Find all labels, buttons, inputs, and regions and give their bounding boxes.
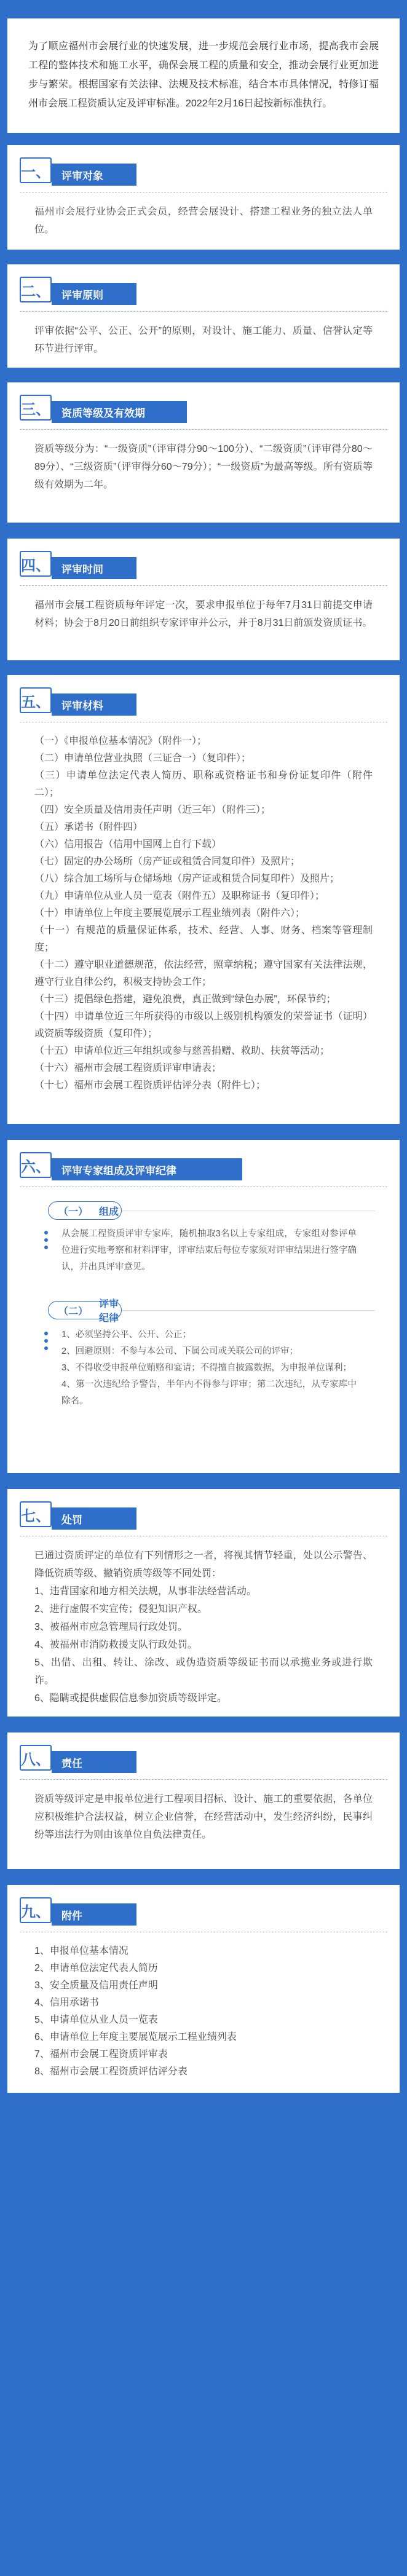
section-number: 二、 [20, 277, 52, 302]
section-title: 附件 [52, 1903, 136, 1926]
list-item: （十）申请单位上年度主要展览展示工程业绩列表（附件六）； [34, 908, 306, 919]
subsection-title: 组成 [99, 1206, 119, 1217]
list-item: 4、信用承诺书 [34, 1997, 99, 2008]
list-item: （十五）申请单位近三年组织或参与慈善捐赠、救助、扶贫等活动； [34, 1046, 330, 1056]
section-title: 资质等级及有效期 [52, 401, 187, 423]
body-paragraph: 4、第一次违纪给予警告，半年内不得参与评审；第二次违纪，从专家库中除名。 [61, 1380, 357, 1406]
section-card-2 [7, 264, 400, 368]
list-item: （六）信用报告（信用中国网上自行下载） [34, 839, 222, 850]
section-card-7 [7, 1489, 400, 1717]
section-number: 三、 [20, 395, 52, 421]
list-item: 1、申报单位基本情况 [34, 1946, 128, 1956]
section-number: 七、 [20, 1501, 52, 1527]
section-title: 评审原则 [52, 283, 136, 305]
list-item: （十三）提倡绿色搭建，避免浪费，真正做到“绿色办展”，环保节约； [34, 994, 336, 1005]
body-paragraph: 2、回避原则：不参与本公司、下属公司或关联公司的评审； [61, 1346, 299, 1356]
body-paragraph: 1、必须坚持公平、公开、公正； [61, 1330, 192, 1340]
section-card-6 [7, 1140, 400, 1473]
section-card-9 [7, 1885, 400, 2093]
subsection-body [61, 1327, 357, 1410]
section-body [34, 1547, 373, 1707]
divider [20, 585, 387, 586]
subsection-number: （二） [58, 1306, 89, 1317]
body-paragraph: 3、不得收受申报单位贿赂和宴请；不得擅自披露数据，为申报单位谋利； [61, 1363, 352, 1373]
section-body [34, 1790, 373, 1844]
list-item: （八）综合加工场所与仓储场地（房产证或租赁合同复印件）及照片； [34, 874, 340, 884]
list-item: 6、申请单位上年度主要展览展示工程业绩列表 [34, 2032, 237, 2042]
section-title: 责任 [52, 1751, 136, 1773]
list-item: （十七）福州市会展工程资质评估评分表（附件七）； [34, 1080, 266, 1091]
materials-list [34, 733, 373, 1094]
section-card-1 [7, 145, 400, 250]
section-card-5 [7, 675, 400, 1124]
list-item: （十六）福州市会展工程资质评审申请表； [34, 1063, 222, 1073]
body-paragraph: 5、出借、出租、转让、涂改、或伪造资质等级证书而以承揽业务或进行欺诈。 [34, 1657, 373, 1686]
section-number: 九、 [20, 1897, 52, 1923]
section-number: 一、 [20, 157, 52, 183]
section-title: 评审专家组成及评审纪律 [52, 1158, 242, 1180]
list-item: （二）申请单位营业执照（三证合一）（复印件）； [34, 753, 251, 764]
subsection-body [61, 1226, 357, 1276]
list-item: （五）承诺书（附件四） [34, 822, 143, 832]
list-item: （一）《申报单位基本情况》（附件一）； [34, 736, 207, 746]
list-item: 3、安全质量及信用责任声明 [34, 1980, 158, 1991]
list-item: （七）固定的办公场所（房产证或租赁合同复印件）及照片； [34, 856, 301, 867]
list-item: 2、申请单位法定代表人简历 [34, 1963, 158, 1973]
list-item: 5、申请单位从业人员一览表 [34, 2015, 158, 2025]
section-number: 八、 [20, 1745, 52, 1771]
list-item: （四）安全质量及信用责任声明（近三年）（附件三）； [34, 805, 271, 815]
section-card-3 [7, 382, 400, 523]
section-number: 四、 [20, 551, 52, 577]
body-paragraph: 6、隐瞒或提供虚假信息参加资质等级评定。 [34, 1693, 227, 1704]
body-paragraph: 1、违背国家和地方相关法规，从事非法经营活动。 [34, 1586, 256, 1597]
list-item: 8、福州市会展工程资质评估评分表 [34, 2066, 188, 2077]
subsection-heading-composition [48, 1201, 122, 1220]
section-title: 评审材料 [52, 693, 136, 716]
body-paragraph: 3、被福州市应急管理局行政处罚。 [34, 1622, 188, 1632]
list-item: （十二）遵守职业道德规范，依法经营，照章纳税；遵守国家有关法律法规，遵守行业自律公约，积极支持协会工作； [34, 960, 373, 987]
intro-paragraph: 为了顺应福州市会展行业的快速发展，进一步规范会展行业市场，提高我市会展工程的整体技术和施工水平，确保会展工程的质量和安全，推动会展行业更加进步与繁荣。根据国家有关法律、法规及技术标准，结合本市具体情况，特修订福州市会展工程资质认定及评审标准。2022年2月16日起按新标准执行。 [7, 18, 400, 133]
body-paragraph: 资质等级评定是申报单位进行工程项目招标、设计、施工的重要依据，各单位应积极维护合法权益，树立企业信誉，在经营活动中，发生经济纠纷，民事纠纷等违法行为则由该单位自负法律责任。 [34, 1794, 373, 1840]
body-paragraph: 4、被福州市消防救援支队行政处罚。 [34, 1640, 197, 1650]
section-body [34, 596, 373, 632]
body-paragraph: 2、进行虚假不实宣传；侵犯知识产权。 [34, 1604, 207, 1614]
body-paragraph: 评审依据“公平、公正、公开”的原则，对设计、施工能力、质量、信誉认定等环节进行评审。 [34, 326, 373, 354]
section-card-4 [7, 539, 400, 660]
subsection-number: （一） [58, 1206, 89, 1217]
section-title: 评审对象 [52, 164, 136, 186]
divider [20, 311, 387, 312]
list-item: （三）申请单位法定代表人简历、职称或资格证书和身份证复印件（附件二）； [34, 770, 373, 798]
list-item: 7、福州市会展工程资质评审表 [34, 2049, 168, 2060]
body-paragraph: 福州市会展行业协会正式会员，经营会展设计、搭建工程业务的独立法人单位。 [34, 207, 373, 235]
list-item: （九）申请单位从业人员一览表（附件五）及职称证书（复印件）； [34, 891, 325, 901]
section-title: 评审时间 [52, 557, 136, 579]
decorative-dots [42, 1332, 50, 1369]
section-body [34, 440, 373, 494]
section-number: 五、 [20, 687, 52, 713]
section-body [34, 203, 373, 239]
list-item: （十四）申请单位近三年所获得的市级以上级别机构颁发的荣誉证书（证明）或资质等级资质（复印件）； [34, 1011, 373, 1039]
divider [20, 429, 387, 430]
subsection-line [122, 1310, 375, 1311]
section-number: 六、 [20, 1152, 52, 1178]
body-paragraph: 福州市会展工程资质每年评定一次，要求申报单位于每年7月31日前提交申请材料；协会于8月20日前组织专家评审并公示，并于8月31日前颁发资质证书。 [34, 600, 373, 628]
attachments-list [34, 1943, 373, 2080]
divider [20, 1779, 387, 1780]
list-item: （十一）有规范的质量保证体系，技术、经营、人事、财务、档案等管理制度； [34, 925, 373, 953]
subsection-heading-discipline [48, 1299, 122, 1324]
body-paragraph: 已通过资质评定的单位有下列情形之一者，将视其情节轻重，处以公示警告、降低资质等级、撤销资质等级等不同处罚： [34, 1551, 373, 1579]
subsection-title: 评审纪律 [99, 1299, 119, 1324]
body-paragraph: 从会展工程资质评审专家库，随机抽取3名以上专家组成，专家组对参评单位进行实地考察和材料评审，评审结束后每位专家须对评审结果进行签字确认，并出具评审意见。 [61, 1229, 357, 1272]
decorative-dots [42, 1231, 50, 1268]
section-body [34, 322, 373, 358]
body-paragraph: 资质等级分为：“一级资质”（评审得分90～100分）、“二级资质”（评审得分80～89分）、“三级资质”（评审得分60～79分）；“一级资质”为最高等级。所有资质等级有效期为二年。 [34, 444, 373, 490]
section-title: 处罚 [52, 1507, 136, 1530]
section-card-8 [7, 1732, 400, 1869]
